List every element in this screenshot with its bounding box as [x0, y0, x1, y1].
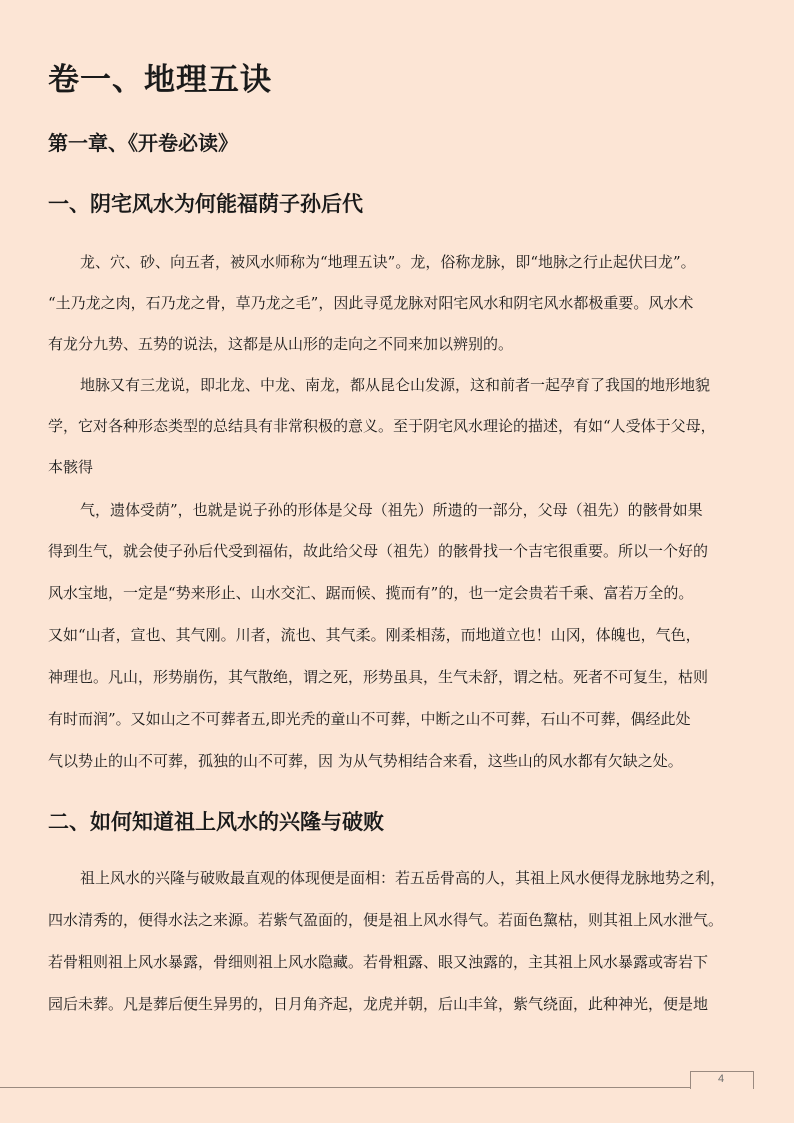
paragraph-line: 得到生气，就会使子孙后代受到福佑，故此给父母（祖先）的骸骨找一个吉宅很重要。所以一个好的 [48, 542, 709, 560]
paragraph-line: 有龙分九势、五势的说法，这都是从山形的走向之不同来加以辨别的。 [48, 335, 514, 353]
paragraph-line: 学，它对各种形态类型的总结具有非常积极的意义。至于阴宅风水理论的描述，有如“人受体于父母， [48, 417, 716, 435]
section-heading-2: 二、如何知道祖上风水的兴隆与破败 [48, 810, 384, 834]
section-heading-1: 一、阴宅风水为何能福荫子孙后代 [48, 192, 363, 216]
chapter-heading: 第一章、《开卷必读》 [48, 131, 238, 155]
paragraph-line: 气以势止的山不可葬，孤独的山不可葬，因 为从气势相结合来看，这些山的风水都有欠缺之处。 [48, 752, 683, 770]
paragraph-line: 气，遗体受荫”，也就是说子孙的形体是父母（祖先）所遗的一部分，父母（祖先）的骸骨如果 [80, 501, 703, 519]
footer-rule [0, 1087, 690, 1088]
paragraph-line: 若骨粗则祖上风水暴露，骨细则祖上风水隐藏。若骨粗露、眼又浊露的，主其祖上风水暴露或寄岩下 [48, 953, 709, 971]
paragraph-line: 又如“山者，宣也、其气刚。川者，流也、其气柔。刚柔相荡，而地道立也！山冈，体魄也，气色， [48, 626, 701, 644]
volume-heading: 卷一、地理五诀 [48, 62, 272, 98]
paragraph-line: 神理也。凡山，形势崩伤，其气散绝，谓之死，形势虽具，生气未舒，谓之枯。死者不可复生，枯则 [48, 668, 709, 686]
paragraph-line: 龙、穴、砂、向五者，被风水师称为“地理五诀”。龙，俗称龙脉，即“地脉之行止起伏曰龙”。 [80, 253, 696, 271]
paragraph-line: 本骸得 [48, 458, 94, 476]
page-number: 4 [717, 1073, 725, 1085]
paragraph-line: 四水清秀的，便得水法之来源。若紫气盈面的，便是祖上风水得气。若面色黧枯，则其祖上风水泄气。 [48, 911, 724, 929]
paragraph-line: 地脉又有三龙说，即北龙、中龙、南龙，都从昆仑山发源，这和前者一起孕育了我国的地形地貌 [80, 376, 711, 394]
paragraph-line: 有时而润”。又如山之不可葬者五,即光秃的童山不可葬，中断之山不可葬，石山不可葬，偶经此处 [48, 710, 691, 728]
paragraph-line: 祖上风水的兴隆与破败最直观的体现便是面相：若五岳骨高的人，其祖上风水便得龙脉地势之利， [80, 869, 726, 887]
paragraph-line: 风水宝地，一定是“势来形止、山水交汇、踞而候、揽而有”的，也一定会贵若千乘、富若万全的。 [48, 584, 694, 602]
paragraph-line: “土乃龙之肉，石乃龙之骨，草乃龙之毛”，因此寻觅龙脉对阳宅风水和阴宅风水都极重要。风水术 [48, 294, 694, 312]
paragraph-line: 园后未葬。凡是葬后便生异男的，日月角齐起，龙虎并朝，后山丰耸，紫气绕面，此种神光，便是地 [48, 995, 709, 1013]
